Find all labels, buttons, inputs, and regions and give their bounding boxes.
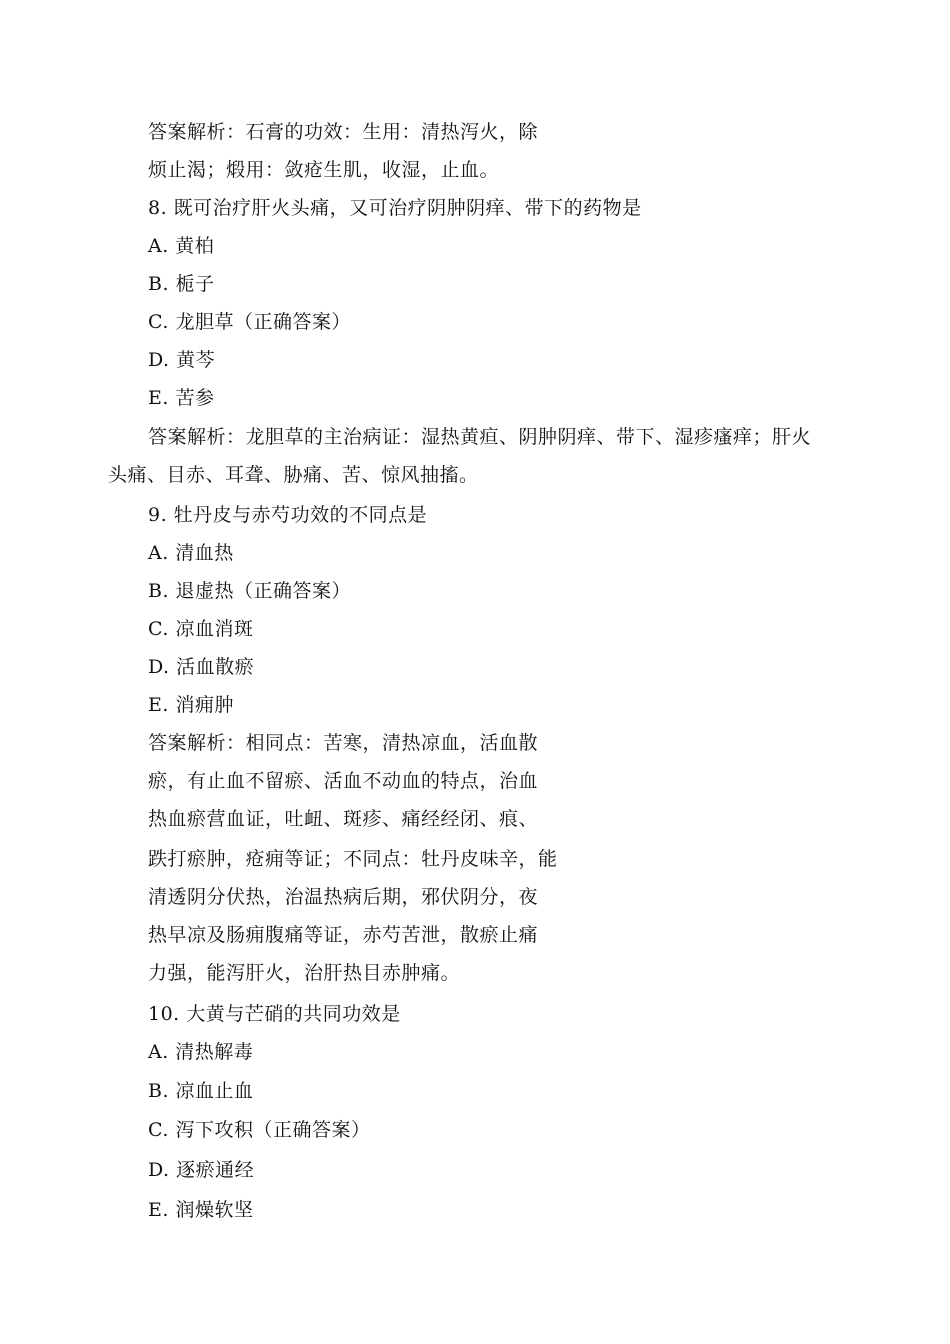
question-8: 8. 既可治疗肝火头痛，又可治疗阴肿阴痒、带下的药物是 xyxy=(148,197,642,219)
q8-explanation-line-2: 头痛、目赤、耳聋、胁痛、苦、惊风抽搐。 xyxy=(108,464,479,486)
q8-option-d: D. 黄芩 xyxy=(148,349,216,371)
q9-explanation-line-7: 力强，能泻肝火，治肝热目赤肿痛。 xyxy=(148,962,461,984)
q10-option-d: D. 逐瘀通经 xyxy=(148,1159,255,1181)
q9-explanation-line-4: 跌打瘀肿，疮痈等证；不同点：牡丹皮味辛，能 xyxy=(148,848,558,870)
q8-option-c: C. 龙胆草（正确答案） xyxy=(148,311,351,333)
prev-explanation-line-1: 答案解析：石膏的功效：生用：清热泻火，除 xyxy=(148,121,539,143)
q9-option-e: E. 消痈肿 xyxy=(148,694,234,716)
q9-option-c: C. 凉血消斑 xyxy=(148,618,254,640)
q9-option-d: D. 活血散瘀 xyxy=(148,656,255,678)
q9-explanation-line-1: 答案解析：相同点：苦寒，清热凉血，活血散 xyxy=(148,732,539,754)
q8-explanation-line-1: 答案解析：龙胆草的主治病证：湿热黄疸、阴肿阴痒、带下、湿疹瘙痒；肝火 xyxy=(148,426,812,448)
question-10: 10. 大黄与芒硝的共同功效是 xyxy=(148,1003,401,1025)
q9-option-b: B. 退虚热（正确答案） xyxy=(148,580,352,602)
prev-explanation-line-2: 烦止渴；煅用：敛疮生肌，收湿，止血。 xyxy=(148,159,500,181)
question-9: 9. 牡丹皮与赤芍功效的不同点是 xyxy=(148,504,428,526)
q9-explanation-line-3: 热血瘀营血证，吐衄、斑疹、痛经经闭、痕、 xyxy=(148,808,539,830)
q10-option-e: E. 润燥软坚 xyxy=(148,1199,254,1221)
q9-explanation-line-2: 瘀，有止血不留瘀、活血不动血的特点，治血 xyxy=(148,770,539,792)
q9-option-a: A. 清血热 xyxy=(148,542,234,564)
q9-explanation-line-6: 热早凉及肠痈腹痛等证，赤芍苦泄，散瘀止痛 xyxy=(148,924,539,946)
q8-option-e: E. 苦参 xyxy=(148,387,215,409)
q10-option-b: B. 凉血止血 xyxy=(148,1080,254,1102)
q10-option-c: C. 泻下攻积（正确答案） xyxy=(148,1119,371,1141)
q9-explanation-line-5: 清透阴分伏热，治温热病后期，邪伏阴分，夜 xyxy=(148,886,539,908)
q8-option-a: A. 黄柏 xyxy=(148,235,215,257)
q10-option-a: A. 清热解毒 xyxy=(148,1041,254,1063)
q8-option-b: B. 栀子 xyxy=(148,273,215,295)
